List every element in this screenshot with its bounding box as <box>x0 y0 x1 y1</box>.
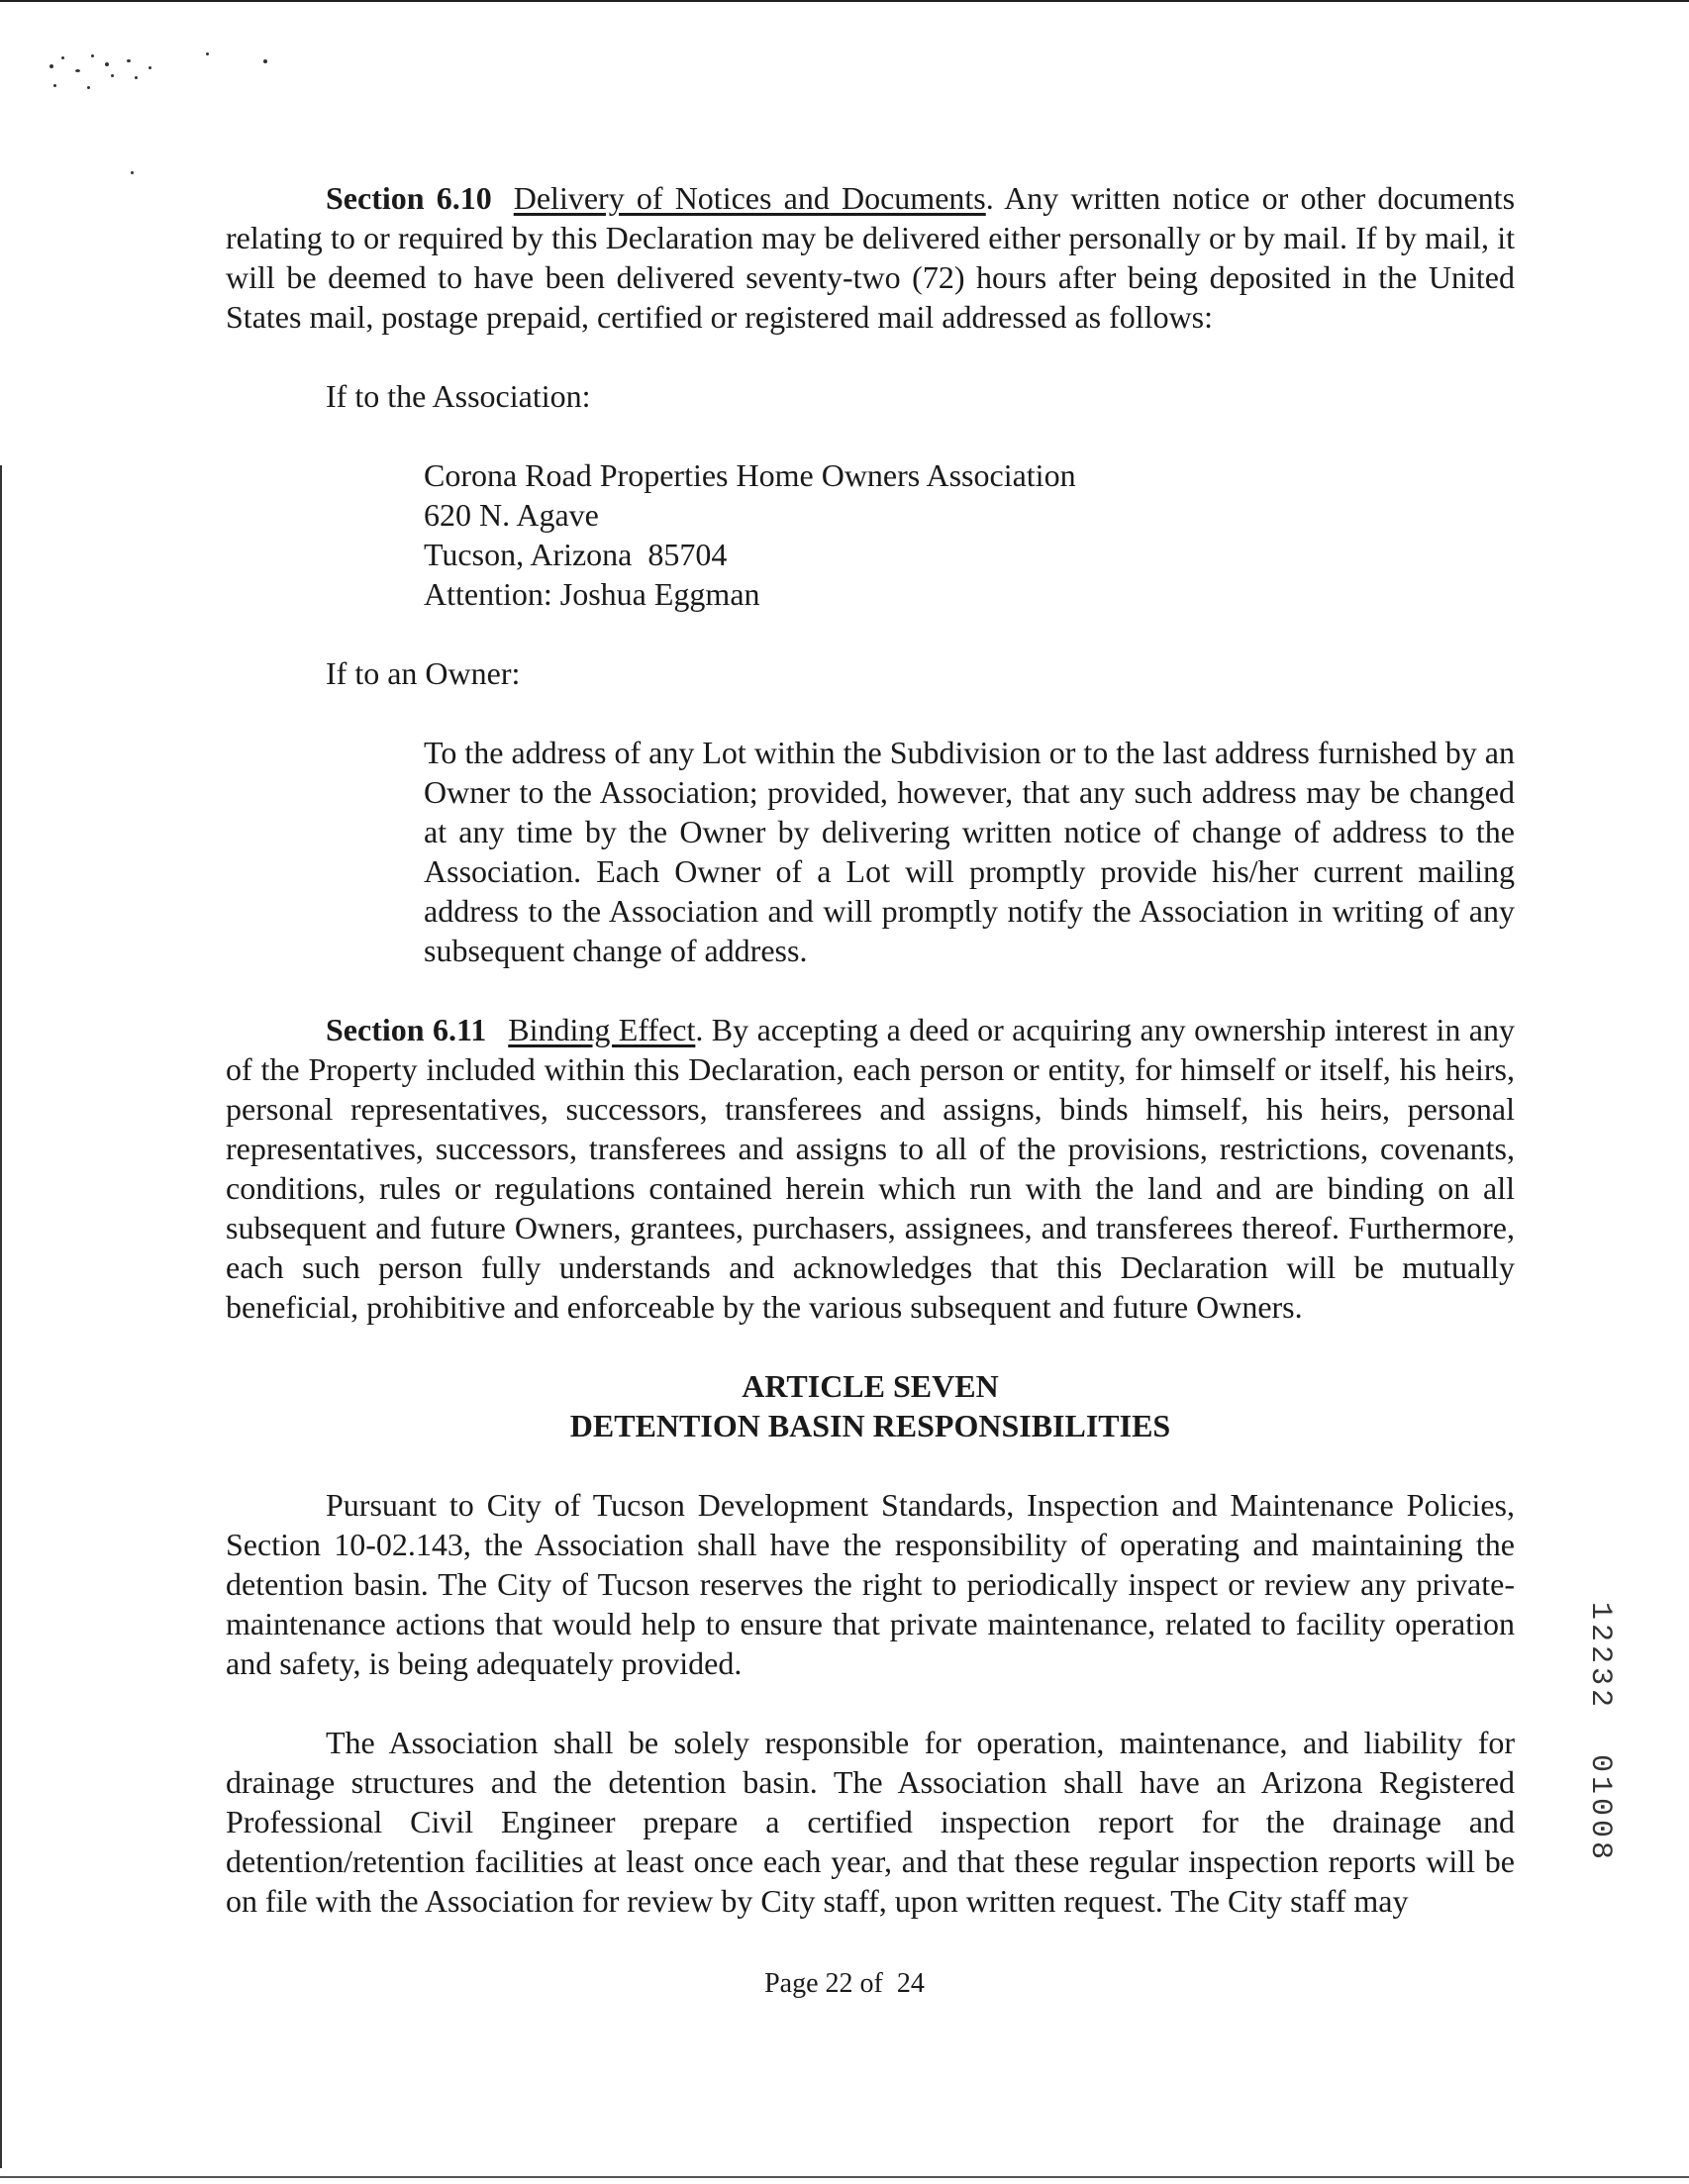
section-6-10-text: . Any written notice or other documents relating to or required by this Declaration may be delivered either personally or by mail. If by mail, it will be deemed to have been delivered seventy-two (72) hours after being deposited in the United States mail, postage prepaid, certified or registered mail addressed as follows: <box>226 180 1516 335</box>
section-6-10-paragraph <box>226 178 1515 337</box>
scan-specks <box>40 45 366 193</box>
article-title: DETENTION BASIN RESPONSIBILITIES <box>569 1408 1171 1443</box>
address-line: Attention: Joshua Eggman <box>424 576 760 612</box>
owner-label: If to an Owner: <box>326 655 521 691</box>
address-line: 620 N. Agave <box>424 497 599 533</box>
body-paragraph: Pursuant to City of Tucson Development Standards, Inspection and Maintenance Policies, Section 10-02.143, the Association shall have the responsibility of operating and maintaining the detention basin. The City of Tucson reserves the right to periodically inspect or review any private-maintenance actions that would help to ensure that private maintenance, related to facility operation and safety, is being adequately provided. <box>226 1487 1515 1681</box>
section-6-10-title: Delivery of Notices and Documents <box>513 180 986 216</box>
side-stamp-text: 12232 01008 <box>1583 1601 1617 1864</box>
side-stamp <box>1580 1589 1620 1876</box>
scan-bottom-edge <box>0 2176 1689 2178</box>
owner-address-text: To the address of any Lot within the Subdivision or to the last address furnished by an Owner to the Association; provided, however, that any such address may be changed at any time by the Owner by delivering written notice of change of address to the Association. Each Owner of a Lot will promptly provide his/her current mailing address to the Association and will promptly notify the Association in writing of any subsequent change of address. <box>424 735 1515 968</box>
scan-top-edge <box>0 0 1689 2</box>
body-paragraph: The Association shall be solely responsible for operation, maintenance, and liability for drainage structures and the detention basin. The Association shall have an Arizona Registered Professional Civil Engineer prepare a certified inspection report for the drainage and detention/retention facilities at least once each year, and that these regular inspection reports will be on file with the Association for review by City staff, upon written request. The City staff may <box>226 1725 1515 1919</box>
association-address <box>424 455 1515 614</box>
section-6-11-number: Section 6.11 <box>326 1012 487 1047</box>
association-label: If to the Association: <box>326 378 591 414</box>
address-line: Corona Road Properties Home Owners Association <box>424 457 1076 493</box>
article-heading <box>226 1366 1515 1445</box>
section-6-11-title: Binding Effect <box>508 1012 696 1047</box>
address-line: Tucson, Arizona 85704 <box>424 537 728 572</box>
section-6-11-text: . By accepting a deed or acquiring any ownership interest in any of the Property included within this Declaration, each person or entity, for himself or itself, his heirs, personal representatives, successors, transferees and assigns, binds himself, his heirs, personal representatives, successors, transferees and assigns to all of the provisions, restrictions, covenants, conditions, rules or regulations contained herein which run with the land and are binding on all subsequent and future Owners, grantees, purchasers, assignees, and transferees thereof. Furthermore, each such person fully understands and acknowledges that this Declaration will be mutually beneficial, prohibitive and enforceable by the various subsequent and future Owners. <box>226 1012 1516 1325</box>
scan-left-edge <box>0 465 2 2168</box>
section-6-10-number: Section 6.10 <box>326 180 492 216</box>
section-6-11-paragraph <box>226 1010 1515 1327</box>
page-number: Page 22 of 24 <box>764 1968 925 1999</box>
article-number: ARTICLE SEVEN <box>742 1368 999 1404</box>
document-page <box>226 178 1515 1921</box>
